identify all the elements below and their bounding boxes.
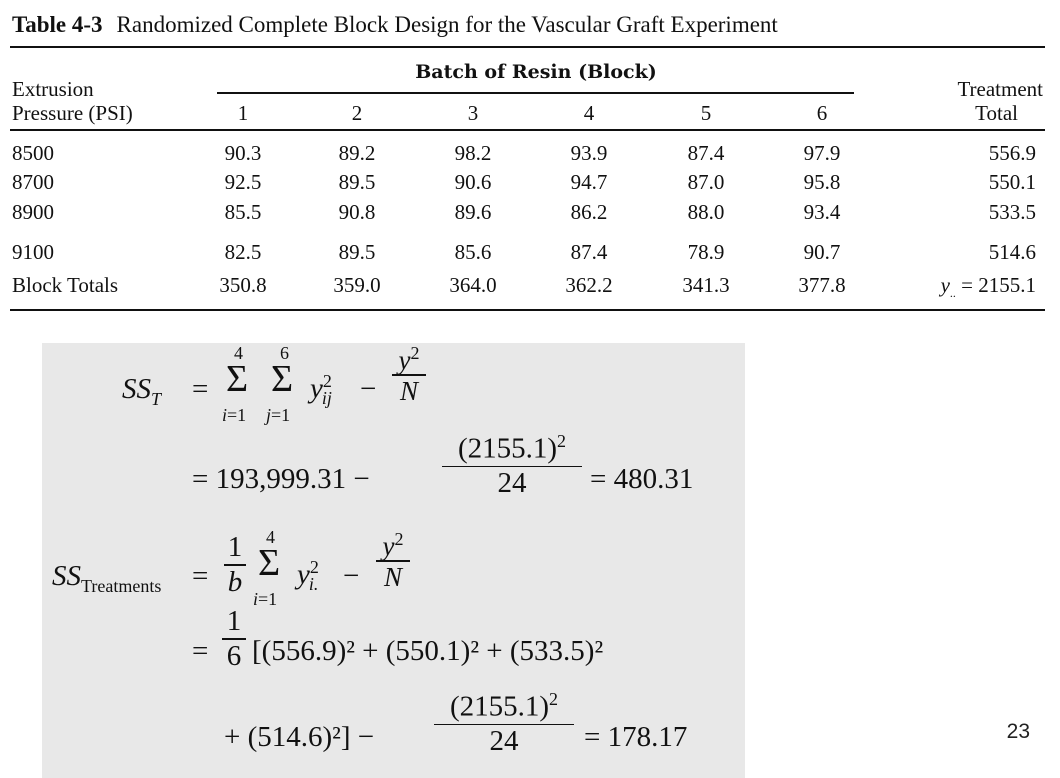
row-label: 8500 <box>12 141 54 165</box>
block-header-5: 5 <box>700 101 712 125</box>
sigma-tr: Σ <box>258 542 281 584</box>
ss-t-symbol: SS <box>122 373 151 405</box>
group-header-rule <box>217 92 854 94</box>
header-bottom-rule <box>10 129 1045 131</box>
block-header-4: 4 <box>583 101 595 125</box>
block-header-6: 6 <box>816 101 828 125</box>
total-header-line2: Total <box>975 101 1018 125</box>
grand-total-sub: .. <box>949 286 956 301</box>
table-cell: 90.3 <box>224 141 262 165</box>
table-cell: 92.5 <box>224 170 262 194</box>
table-cell: 93.4 <box>803 200 841 224</box>
total-header-line1: Treatment <box>957 77 1043 101</box>
one-over-six: 1 6 <box>222 605 246 673</box>
minus-sign: − <box>360 373 377 405</box>
formula-panel <box>42 343 745 778</box>
table-cell: 89.2 <box>338 141 376 165</box>
block-header-2: 2 <box>351 101 363 125</box>
table-cell: 89.6 <box>454 200 492 224</box>
table-cell: 78.9 <box>687 240 725 264</box>
sum-lower-i: i=1 <box>222 405 247 425</box>
group-header: Batch of Resin (Block) <box>415 61 657 83</box>
table-cell: 97.9 <box>803 141 841 165</box>
block-total: 362.2 <box>565 273 613 297</box>
page-number: 23 <box>1006 720 1030 743</box>
table-bottom-rule <box>10 309 1045 311</box>
equals-sign: = <box>192 373 209 405</box>
y-dd-over-n-2: $y^2$ N <box>376 529 410 593</box>
y-ij-term: $y^2_{ij}$ <box>310 371 332 409</box>
treatment-total: 556.9 <box>988 141 1036 165</box>
ss-treatments-sum-part1: [(556.9)² + (550.1)² + (533.5)² <box>252 635 604 667</box>
row-label: 8700 <box>12 170 54 194</box>
sigma-i: Σ <box>226 358 249 400</box>
table-cell: 82.5 <box>224 240 262 264</box>
equals-sign: = <box>192 560 209 592</box>
sigma-j: Σ <box>271 358 294 400</box>
block-header-3: 3 <box>467 101 479 125</box>
table-cell: 88.0 <box>687 200 725 224</box>
table-cell: 85.5 <box>224 200 262 224</box>
y-dd-over-n: $y^2$ N <box>392 343 426 407</box>
table-cell: 90.7 <box>803 240 841 264</box>
treatment-total: 514.6 <box>988 240 1036 264</box>
ss-treatments-result: = 178.17 <box>584 721 688 753</box>
ss-t-sub: T <box>151 388 162 409</box>
table-cell: 90.8 <box>338 200 376 224</box>
equals-sign: = <box>192 635 209 667</box>
table-cell: 93.9 <box>570 141 608 165</box>
table-cell: 86.2 <box>570 200 608 224</box>
sum-upper-i: 4 <box>234 343 243 363</box>
table-cell: 90.6 <box>454 170 492 194</box>
table-cell: 89.5 <box>338 170 376 194</box>
block-total: 364.0 <box>449 273 497 297</box>
sum-lower-j: j=1 <box>266 405 291 425</box>
block-total: 377.8 <box>798 273 846 297</box>
table-cell: 95.8 <box>803 170 841 194</box>
block-total: 350.8 <box>219 273 267 297</box>
treatment-total: 550.1 <box>988 170 1036 194</box>
ss-treatments-label: $SS_{Treatments}$ <box>52 560 162 596</box>
block-total: 359.0 <box>333 273 381 297</box>
grand-total <box>941 273 1036 305</box>
ss-treatments-correction-fraction: $(2155.1)^2$ 24 <box>434 689 574 758</box>
minus-sign: − <box>343 560 360 592</box>
ss-t-label <box>122 373 161 410</box>
ss-treatments-sum-part2: + (514.6)²] − <box>224 721 375 753</box>
table-cell: 87.4 <box>570 240 608 264</box>
row-label: 9100 <box>12 240 54 264</box>
table-cell: 87.0 <box>687 170 725 194</box>
block-header-1: 1 <box>237 101 249 125</box>
row-header-line1: Extrusion <box>12 77 94 101</box>
sum-upper-tr: 4 <box>266 527 275 547</box>
y-i-term: $y^2_{i.}$ <box>297 557 319 595</box>
block-totals-label: Block Totals <box>12 273 119 297</box>
table-title: Randomized Complete Block Design for the Vascular Graft Experiment <box>116 12 778 37</box>
ss-t-result: = 480.31 <box>590 463 694 495</box>
block-total: 341.3 <box>682 273 730 297</box>
grand-total-value: = 2155.1 <box>961 273 1036 297</box>
table-cell: 89.5 <box>338 240 376 264</box>
table-cell: 87.4 <box>687 141 725 165</box>
sum-upper-j: 6 <box>280 343 289 363</box>
table-top-rule <box>10 46 1045 48</box>
row-header-line2: Pressure (PSI) <box>12 101 133 125</box>
table-cell: 98.2 <box>454 141 492 165</box>
one-over-b: 1 b <box>224 531 246 599</box>
treatment-total: 533.5 <box>988 200 1036 224</box>
table-cell: 85.6 <box>454 240 492 264</box>
grand-total-symbol: y <box>940 273 950 297</box>
row-label: 8900 <box>12 200 54 224</box>
table-caption <box>12 12 778 38</box>
table-cell: 94.7 <box>570 170 608 194</box>
ss-t-correction-fraction: $(2155.1)^2$ 24 <box>442 431 582 500</box>
ss-t-value-left: = 193,999.31 − <box>192 463 370 495</box>
sum-lower-tr: i=1 <box>253 589 278 609</box>
table-number: Table 4-3 <box>12 12 103 37</box>
